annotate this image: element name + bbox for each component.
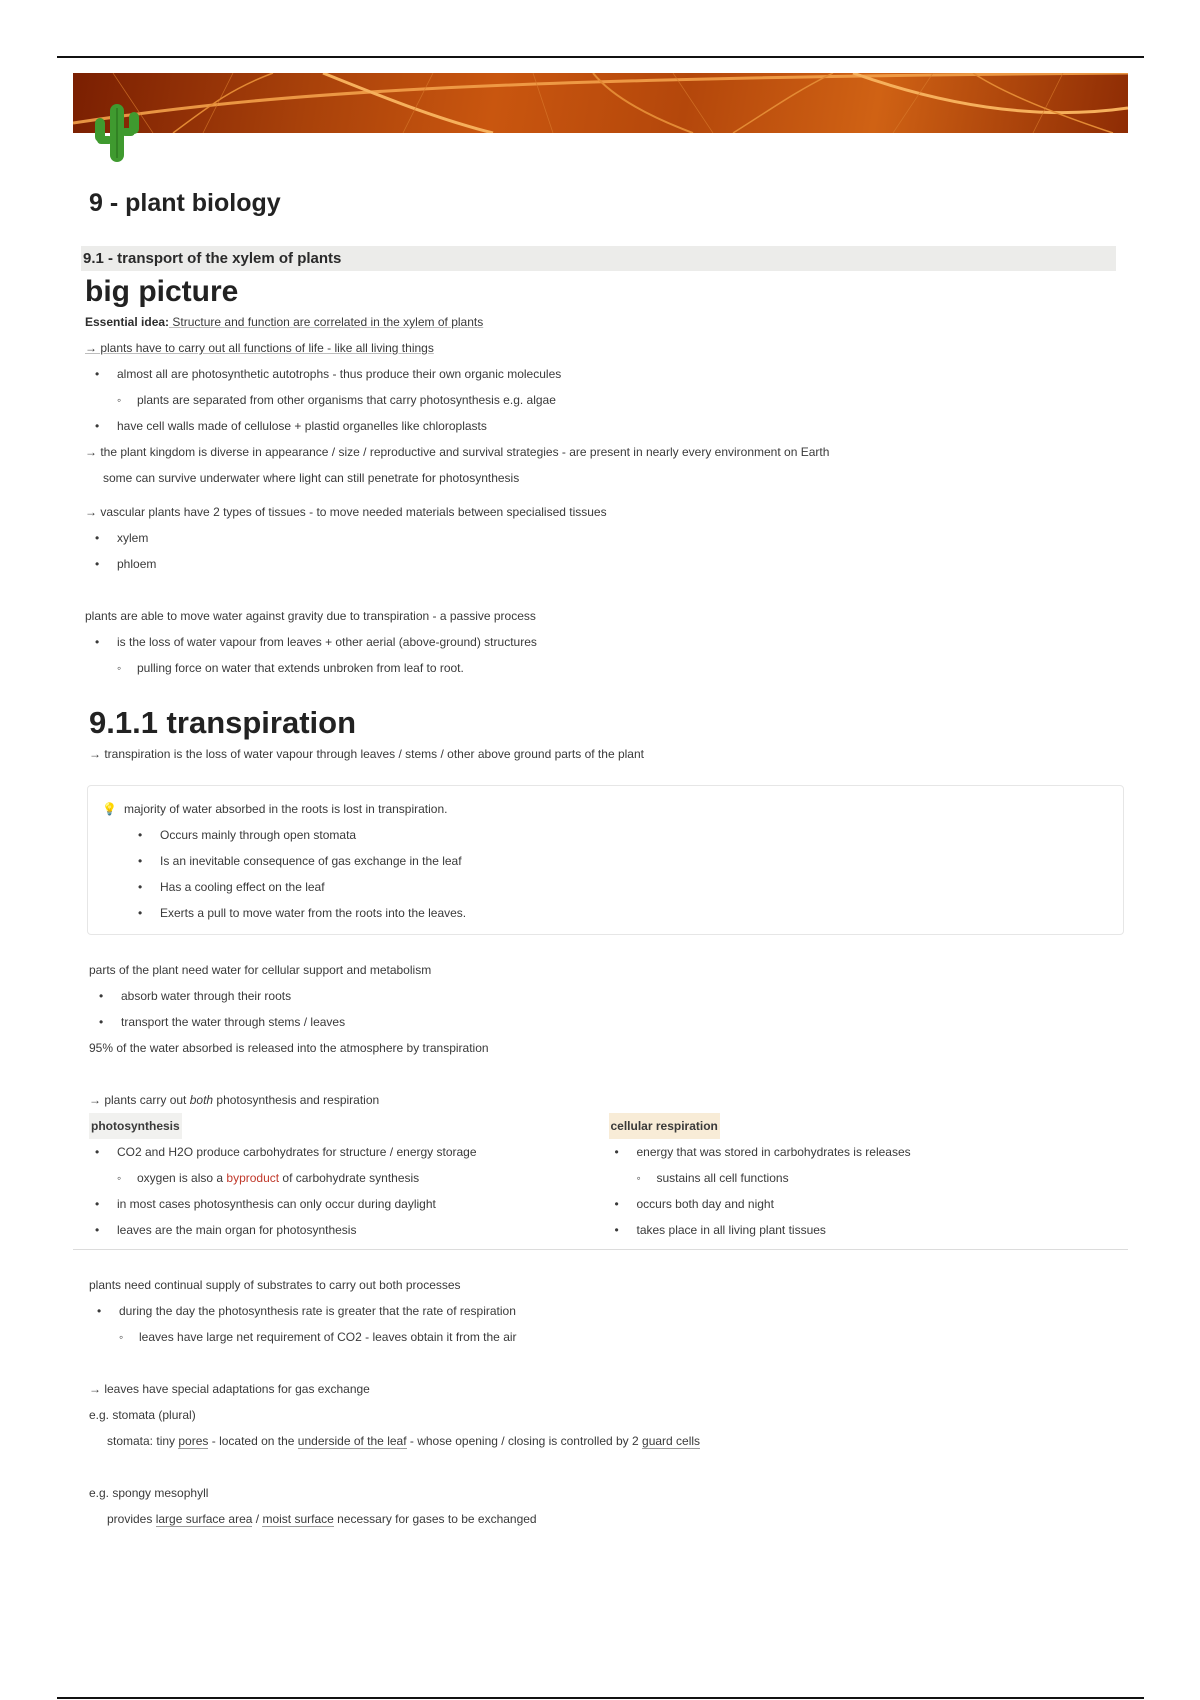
text-line: → plants have to carry out all functions of life - like all living things — [85, 341, 434, 355]
list-item-text: almost all are photosynthetic autotrophs - thus produce their own organic molecules — [117, 367, 562, 381]
column-respiration — [609, 1113, 1129, 1243]
essential-label: Essential idea: — [85, 315, 170, 329]
text-line: plants are able to move water against gravity due to transpiration - a passive process — [85, 609, 536, 623]
list-item: • xylem — [95, 531, 149, 545]
list-item-text: plants are separated from other organisms that carry photosynthesis e.g. algae — [137, 393, 556, 407]
text-segment: / — [252, 1512, 263, 1526]
text-line: → leaves have special adaptations for gas exchange — [89, 1382, 370, 1396]
text-segment: oxygen is also a — [137, 1171, 227, 1185]
list-item-text: in most cases photosynthesis can only occur during daylight — [117, 1197, 436, 1211]
leaf-veins-graphic — [73, 73, 1128, 133]
list-item: • almost all are photosynthetic autotrophs - thus produce their own organic molecules — [95, 367, 562, 381]
list-item-text: Has a cooling effect on the leaf — [160, 880, 325, 894]
list-item: ◦ oxygen is also a byproduct of carbohydrate synthesis — [117, 1171, 420, 1185]
essential-text: Structure and function are correlated in the xylem of plants — [169, 315, 484, 329]
list-item: ◦ leaves have large net requirement of CO2 - leaves obtain it from the air — [119, 1330, 517, 1344]
text-segment: stomata: tiny — [107, 1434, 179, 1448]
list-item-text: transport the water through stems / leaves — [121, 1015, 346, 1029]
list-item: • Occurs mainly through open stomata — [138, 828, 357, 842]
text-segment: - located on the — [208, 1434, 298, 1448]
text-line — [73, 1506, 1128, 1532]
list-item-text: Is an inevitable consequence of gas exchange in the leaf — [160, 854, 462, 868]
underlined-text: underside of the leaf — [297, 1434, 407, 1448]
list-item: • during the day the photosynthesis rate is greater that the rate of respiration — [97, 1304, 516, 1318]
list-item: • energy that was stored in carbohydrates is releases — [614, 1145, 911, 1159]
list-item-text: have cell walls made of cellulose + plastid organelles like chloroplasts — [117, 419, 487, 433]
list-item-text: xylem — [117, 531, 149, 545]
text-line: some can survive underwater where light can still penetrate for photosynthesis — [103, 471, 520, 485]
underlined-text: moist surface — [262, 1512, 334, 1526]
column-photosynthesis — [89, 1113, 609, 1243]
text-segment: provides — [107, 1512, 156, 1526]
callout-lead — [102, 796, 1111, 822]
list-item: ◦ pulling force on water that extends unbroken from leaf to root. — [117, 661, 464, 675]
list-item: • Is an inevitable consequence of gas exchange in the leaf — [138, 854, 462, 868]
text-line: 95% of the water absorbed is released into the atmosphere by transpiration — [89, 1041, 489, 1055]
list-item-text: leaves have large net requirement of CO2 - leaves obtain it from the air — [139, 1330, 517, 1344]
heading-big-picture: big picture — [85, 275, 239, 308]
list-item: ◦ plants are separated from other organisms that carry photosynthesis e.g. algae — [117, 393, 556, 407]
column-heading: photosynthesis — [89, 1113, 182, 1139]
list-item: • Exerts a pull to move water from the roots into the leaves. — [138, 906, 467, 920]
list-item: ◦ sustains all cell functions — [636, 1171, 789, 1185]
list-item-text: is the loss of water vapour from leaves + other aerial (above-ground) structures — [117, 635, 537, 649]
bottom-rule — [57, 1697, 1144, 1699]
text-line: e.g. stomata (plural) — [89, 1408, 196, 1422]
list-item-text: leaves are the main organ for photosynthesis — [117, 1223, 357, 1237]
underlined-text: pores — [178, 1434, 209, 1448]
list-item-text: Occurs mainly through open stomata — [160, 828, 357, 842]
list-item: • have cell walls made of cellulose + plastid organelles like chloroplasts — [95, 419, 487, 433]
text-segment: photosynthesis and respiration — [213, 1093, 380, 1107]
section-heading: 9.1 - transport of the xylem of plants — [81, 246, 1116, 271]
list-item: • in most cases photosynthesis can only occur during daylight — [95, 1197, 436, 1211]
list-item-text: absorb water through their roots — [121, 989, 292, 1003]
essential-idea — [73, 309, 1128, 335]
text-segment: necessary for gases to be exchanged — [333, 1512, 537, 1526]
text-line — [73, 1428, 1128, 1454]
callout-lead-text: majority of water absorbed in the roots is lost in transpiration. — [124, 802, 448, 816]
list-item: • leaves are the main organ for photosynthesis — [95, 1223, 357, 1237]
lightbulb-icon: 💡 — [102, 802, 117, 816]
list-item-text: Exerts a pull to move water from the roots into the leaves. — [160, 906, 467, 920]
text-line: plants need continual supply of substrates to carry out both processes — [89, 1278, 461, 1292]
column-heading: cellular respiration — [609, 1113, 720, 1139]
highlighted-text: byproduct — [226, 1171, 280, 1185]
list-item: • CO2 and H2O produce carbohydrates for structure / energy storage — [95, 1145, 477, 1159]
list-item-text: pulling force on water that extends unbroken from leaf to root. — [137, 661, 464, 675]
list-item-text: energy that was stored in carbohydrates is releases — [636, 1145, 911, 1159]
underlined-text: guard cells — [642, 1434, 701, 1448]
text-line: → the plant kingdom is diverse in appearance / size / reproductive and survival strategies - are present in nearly every environment on Earth — [85, 445, 830, 459]
list-item: • occurs both day and night — [614, 1197, 774, 1211]
list-item: • takes place in all living plant tissues — [614, 1223, 826, 1237]
text-segment: → plants carry out — [89, 1093, 190, 1107]
text-line: → transpiration is the loss of water vapour through leaves / stems / other above ground parts of the plant — [89, 747, 644, 761]
cover-image[interactable] — [73, 73, 1128, 133]
list-item-text: phloem — [117, 557, 157, 571]
text-line: parts of the plant need water for cellular support and metabolism — [89, 963, 432, 977]
underlined-text: large surface area — [155, 1512, 253, 1526]
list-item: • absorb water through their roots — [99, 989, 292, 1003]
list-item-text: during the day the photosynthesis rate is greater that the rate of respiration — [119, 1304, 516, 1318]
list-item-text: takes place in all living plant tissues — [636, 1223, 826, 1237]
cactus-icon[interactable] — [91, 98, 141, 164]
two-column-block — [89, 1113, 1128, 1243]
text-line — [73, 1087, 1128, 1113]
list-item-text: occurs both day and night — [636, 1197, 774, 1211]
heading-transpiration: 9.1.1 transpiration — [89, 705, 357, 740]
callout-box — [87, 785, 1124, 935]
list-item: • Has a cooling effect on the leaf — [138, 880, 325, 894]
list-item-text: sustains all cell functions — [656, 1171, 789, 1185]
list-item: • is the loss of water vapour from leaves + other aerial (above-ground) structures — [95, 635, 537, 649]
page-title: 9 - plant biology — [89, 189, 281, 217]
top-rule — [57, 56, 1144, 58]
text-segment: - whose opening / closing is controlled by 2 — [406, 1434, 643, 1448]
text-line: → vascular plants have 2 types of tissues - to move needed materials between specialised tissues — [85, 505, 607, 519]
text-segment: of carbohydrate synthesis — [279, 1171, 420, 1185]
list-item: • transport the water through stems / leaves — [99, 1015, 346, 1029]
italic-text: both — [189, 1093, 214, 1107]
text-line: e.g. spongy mesophyll — [89, 1486, 209, 1500]
list-item-text: CO2 and H2O produce carbohydrates for structure / energy storage — [117, 1145, 477, 1159]
list-item: • phloem — [95, 557, 157, 571]
notion-page — [73, 73, 1128, 1532]
